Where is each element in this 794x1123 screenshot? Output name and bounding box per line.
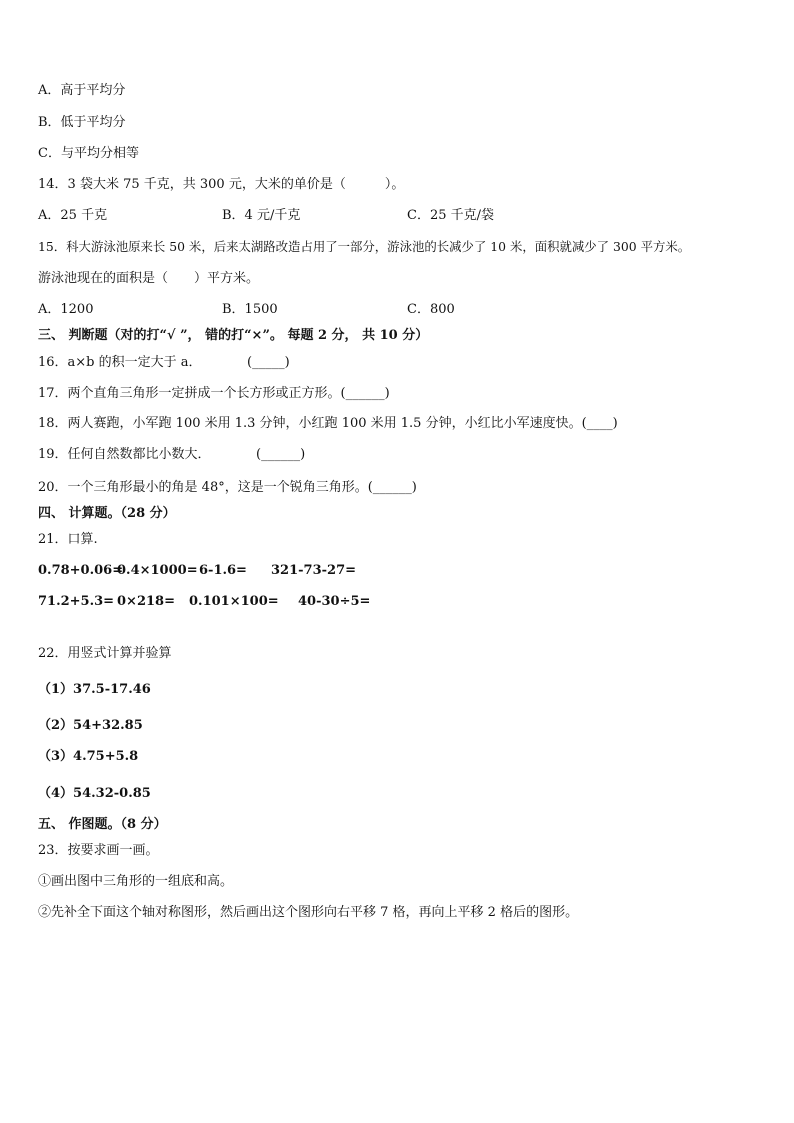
- q15-stem-line1: 15．科大游泳池原来长 50 米，后来太湖路改造占用了一部分，游泳池的长减少了 10 米，面积就减少了 300 平方米。: [38, 239, 691, 254]
- q21-r1-c4: 321-73-27=: [271, 563, 357, 578]
- q21-r2-c1: 71.2+5.3=: [38, 594, 115, 609]
- q15-option-c: C．800: [407, 302, 455, 317]
- q21-r1-c2: 0.4×1000=: [117, 563, 198, 578]
- q17: 17．两个直角三角形一定拼成一个长方形或正方形。(______): [38, 386, 390, 401]
- q22-item-3: （3）4.75+5.8: [38, 749, 139, 764]
- q23-item-2: ②先补全下面这个轴对称图形，然后画出这个图形向右平移 7 格，再向上平移 2 格后的图形。: [38, 905, 579, 920]
- q22-item-1: （1）37.5-17.46: [38, 682, 151, 697]
- q23-item-1: ①画出图中三角形的一组底和高。: [38, 874, 234, 889]
- q13-option-b: B．低于平均分: [38, 115, 126, 130]
- q13-option-a: A．高于平均分: [38, 83, 126, 98]
- q15-option-a: A．1200: [38, 302, 94, 317]
- q22-item-4: （4）54.32-0.85: [38, 786, 151, 801]
- q14-option-a: A．25 千克: [38, 208, 108, 223]
- q16: 16．a×b 的积一定大于 a． (_____): [38, 355, 290, 370]
- q15-option-b: B．1500: [222, 302, 278, 317]
- q19: 19．任何自然数都比小数大． (______): [38, 447, 306, 462]
- q13-option-c: C．与平均分相等: [38, 146, 139, 161]
- q23-stem: 23．按要求画一画。: [38, 843, 159, 858]
- q21-r2-c3: 0.101×100=: [189, 594, 279, 609]
- q14-option-c: C．25 千克/袋: [407, 208, 495, 223]
- q22-item-2: （2）54+32.85: [38, 718, 143, 733]
- q21-r1-c3: 6-1.6=: [199, 563, 247, 578]
- section-4-heading: 四、 计算题。（28 分）: [38, 506, 176, 521]
- q14-option-b: B．4 元/千克: [222, 208, 301, 223]
- q20: 20．一个三角形最小的角是 48°，这是一个锐角三角形。(______): [38, 480, 417, 495]
- q21-r1-c1: 0.78+0.06=: [38, 563, 124, 578]
- q21-r2-c4: 40-30÷5=: [298, 594, 371, 609]
- q21-stem: 21．口算.: [38, 532, 98, 547]
- section-5-heading: 五、 作图题。（8 分）: [38, 817, 167, 832]
- q22-stem: 22．用竖式计算并验算: [38, 646, 172, 661]
- q21-r2-c2: 0×218=: [117, 594, 175, 609]
- section-3-heading: 三、 判断题（对的打“√ ”， 错的打“×”。 每题 2 分， 共 10 分）: [38, 328, 429, 343]
- q15-stem-line2: 游泳池现在的面积是（ ）平方米。: [38, 271, 260, 286]
- q18: 18．两人赛跑，小军跑 100 米用 1.3 分钟，小红跑 100 米用 1.5 分钟，小红比小军速度快。(____): [38, 416, 618, 431]
- q14-stem: 14．3 袋大米 75 千克，共 300 元，大米的单价是（ ）。: [38, 177, 405, 192]
